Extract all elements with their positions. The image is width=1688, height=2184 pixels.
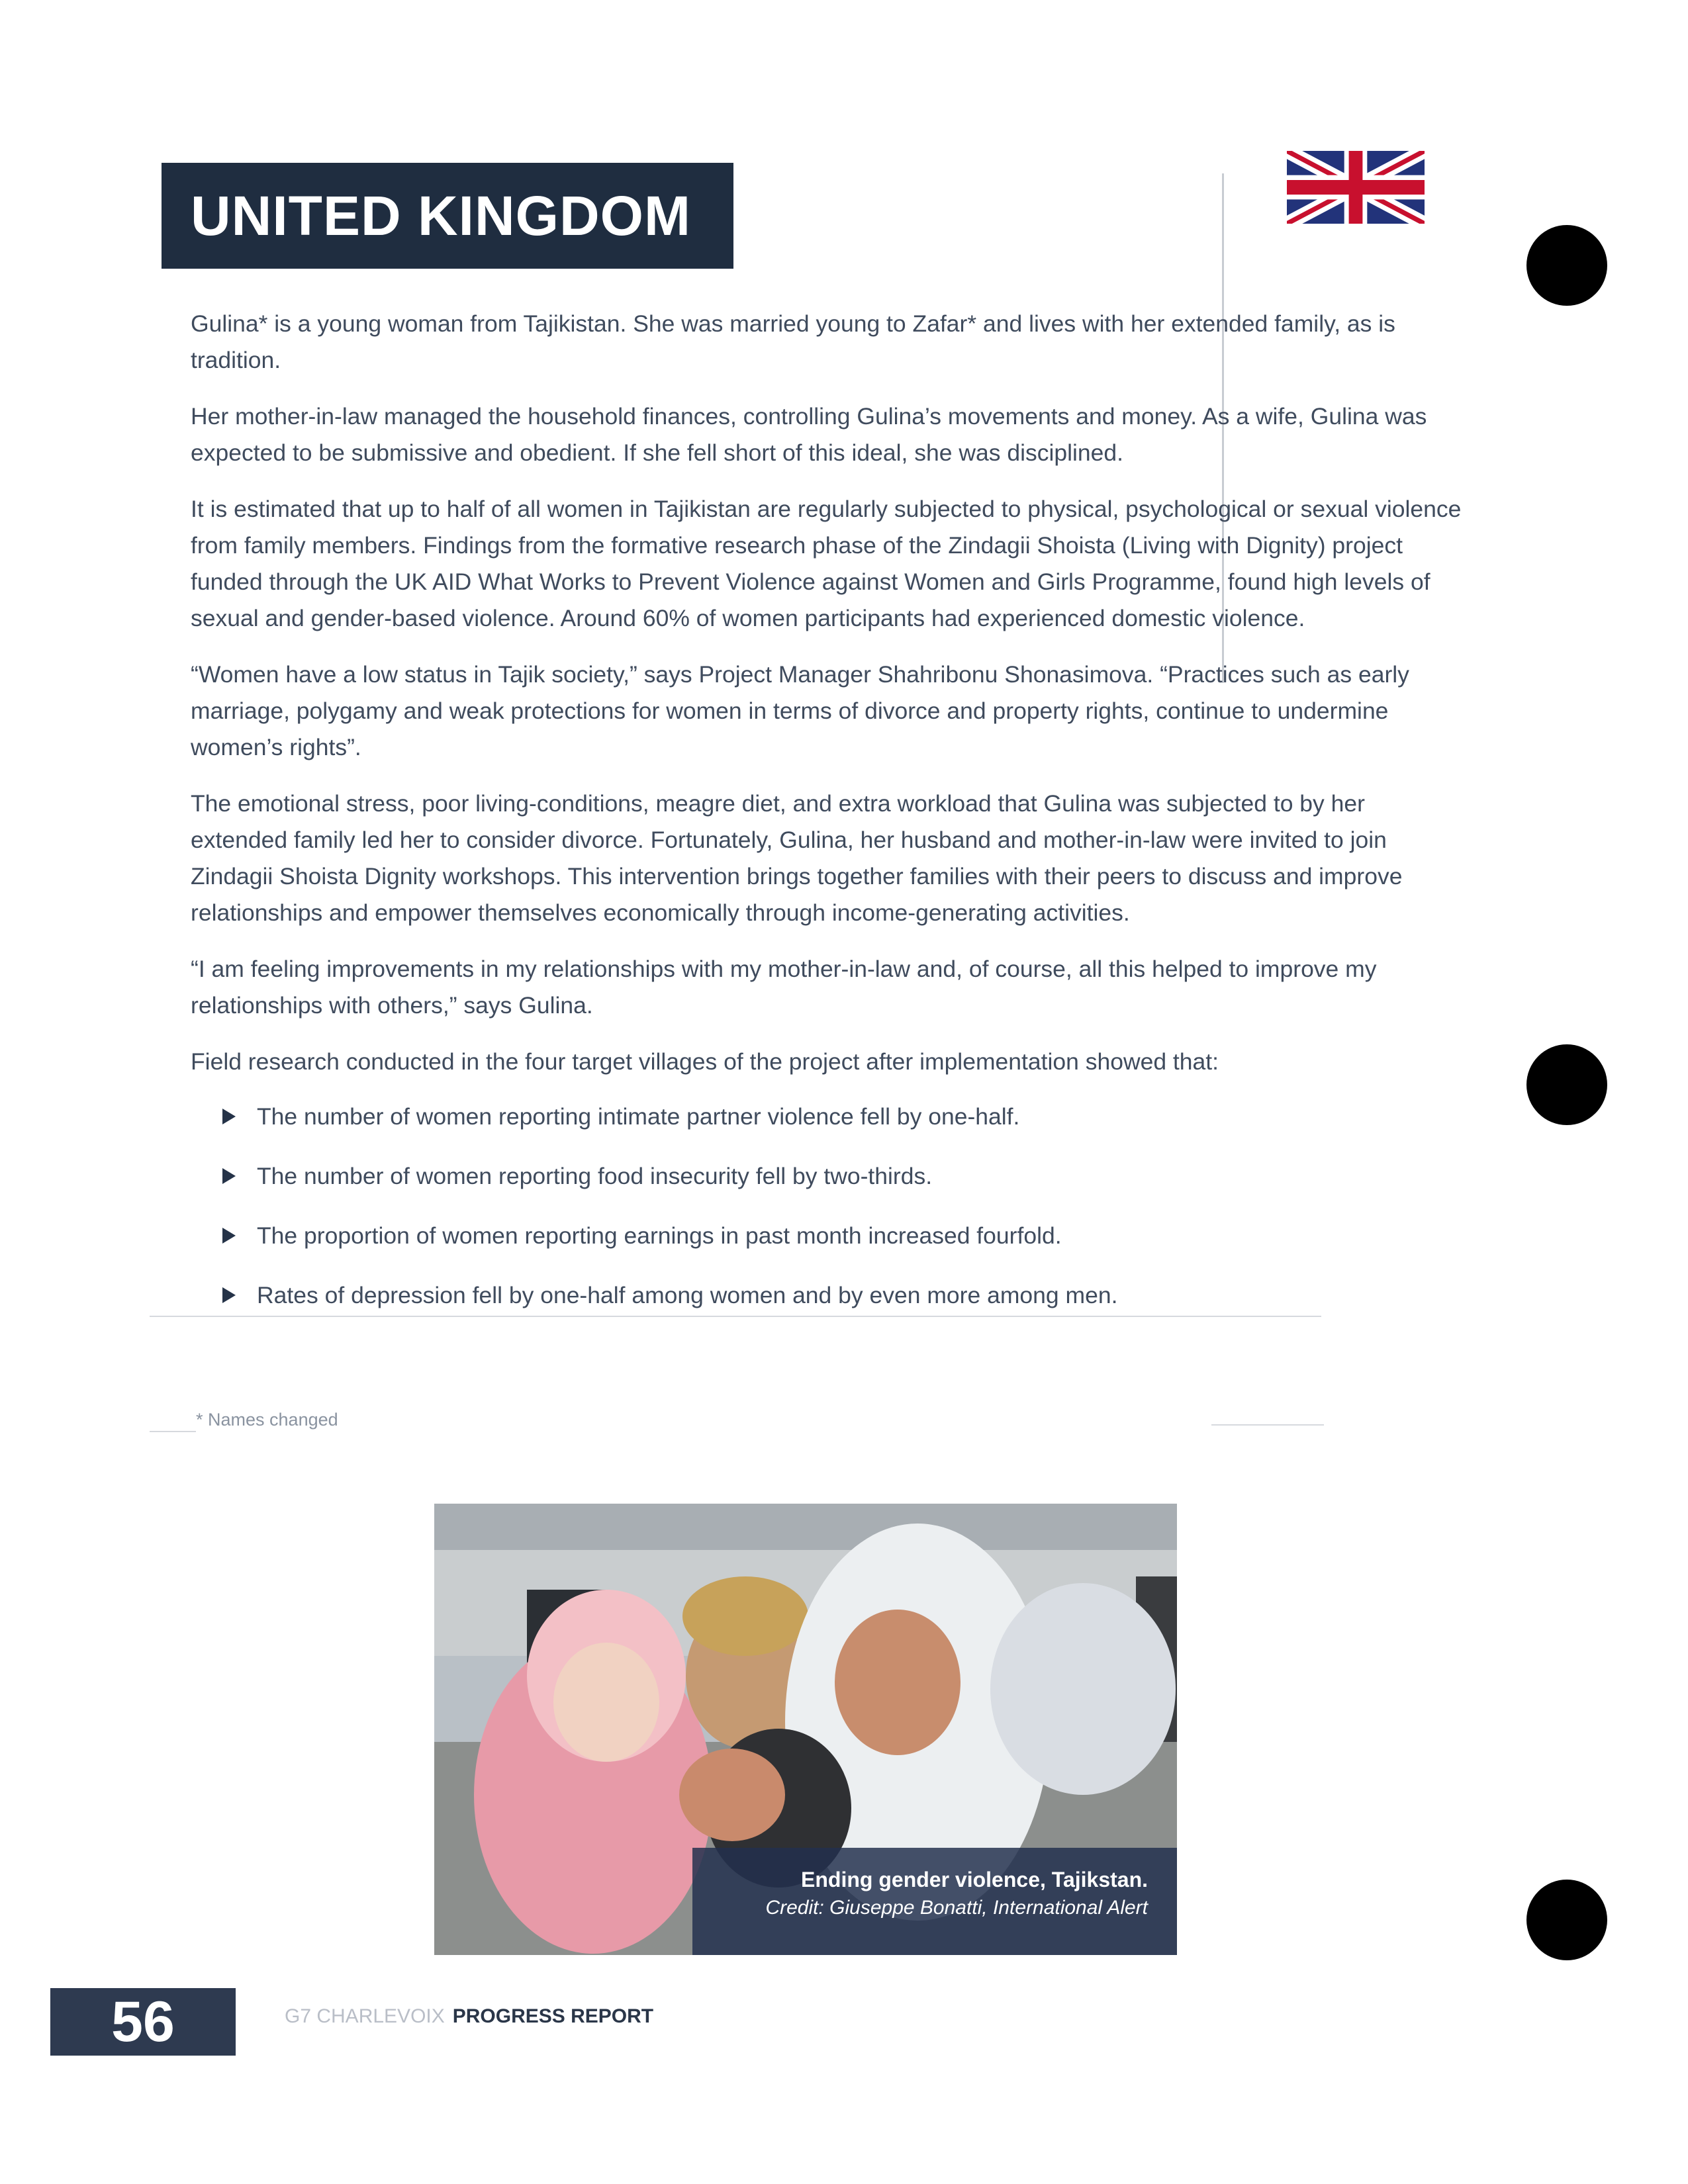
paragraph: “Women have a low status in Tajik society,” says Project Manager Shahribonu Shonasimova. “Practices such as early marriage, polygamy and weak protections for women in terms of divorce and property rights, continue to undermine women’s rights”. [191,661,1409,760]
photo-caption [692,1848,1177,1955]
punch-hole [1526,1044,1607,1125]
bullet-arrow-icon [222,1287,236,1303]
article-body [191,306,1462,1325]
united-kingdom-flag-icon [1287,151,1425,224]
paragraph: “I am feeling improvements in my relationships with my mother-in-law and, of course, all this helped to improve my relationships with others,” says Gulina. [191,956,1377,1019]
title-banner [162,163,733,269]
page-number: 56 [50,1988,236,2056]
caption-title: Ending gender violence, Tajikstan. [801,1868,1148,1891]
bullet-arrow-icon [222,1228,236,1244]
photo [434,1504,1177,1955]
list-item: The number of women reporting food insecurity fell by two-thirds. [191,1146,1462,1206]
divider-line [1211,1424,1324,1426]
page-title: UNITED KINGDOM [191,184,691,247]
footnote: * Names changed [196,1410,338,1430]
bullet-arrow-icon [222,1109,236,1124]
paragraph: Gulina* is a young woman from Tajikistan. She was married young to Zafar* and lives with her extended family, as is tradition. [191,310,1395,373]
report-footer [285,2005,653,2028]
divider-line [150,1431,196,1432]
paragraph: It is estimated that up to half of all women in Tajikistan are regularly subjected to physical, psychological or sexual violence from family members. Findings from the formative research phase of the Zindagii Shoista (Living with Dignity) project funded through the UK AID What Works to Prevent Violence against Women and Girls Programme, found high levels of sexual and gender-based violence. Around 60% of women participants had experienced domestic violence. [191,496,1462,631]
list-item: Rates of depression fell by one-half among women and by even more among men. [191,1265,1462,1325]
list-item: The proportion of women reporting earnings in past month increased fourfold. [191,1206,1462,1265]
paragraph: Field research conducted in the four target villages of the project after implementation showed that: [191,1048,1219,1075]
divider-line [150,1316,1321,1317]
report-faint-label: G7 CHARLEVOIX [285,2005,445,2027]
findings-list [191,1087,1462,1325]
caption-credit: Credit: Giuseppe Bonatti, International Alert [765,1897,1148,1919]
list-item: The number of women reporting intimate partner violence fell by one-half. [191,1087,1462,1146]
punch-hole [1526,1880,1607,1960]
paragraph: Her mother-in-law managed the household finances, controlling Gulina’s movements and money. As a wife, Gulina was expected to be submissive and obedient. If she fell short of this ideal, she was disciplined. [191,403,1427,466]
report-label: PROGRESS REPORT [452,2005,654,2027]
paragraph: The emotional stress, poor living-conditions, meagre diet, and extra workload that Gulina was subjected to by her extended family led her to consider divorce. Fortunately, Gulina, her husband and mother-in-law were invited to join Zindagii Shoista Dignity workshops. This intervention brings together families with their peers to discuss and improve relationships and empower themselves economically through income-generating activities. [191,790,1403,926]
punch-hole [1526,225,1607,306]
bullet-arrow-icon [222,1168,236,1184]
